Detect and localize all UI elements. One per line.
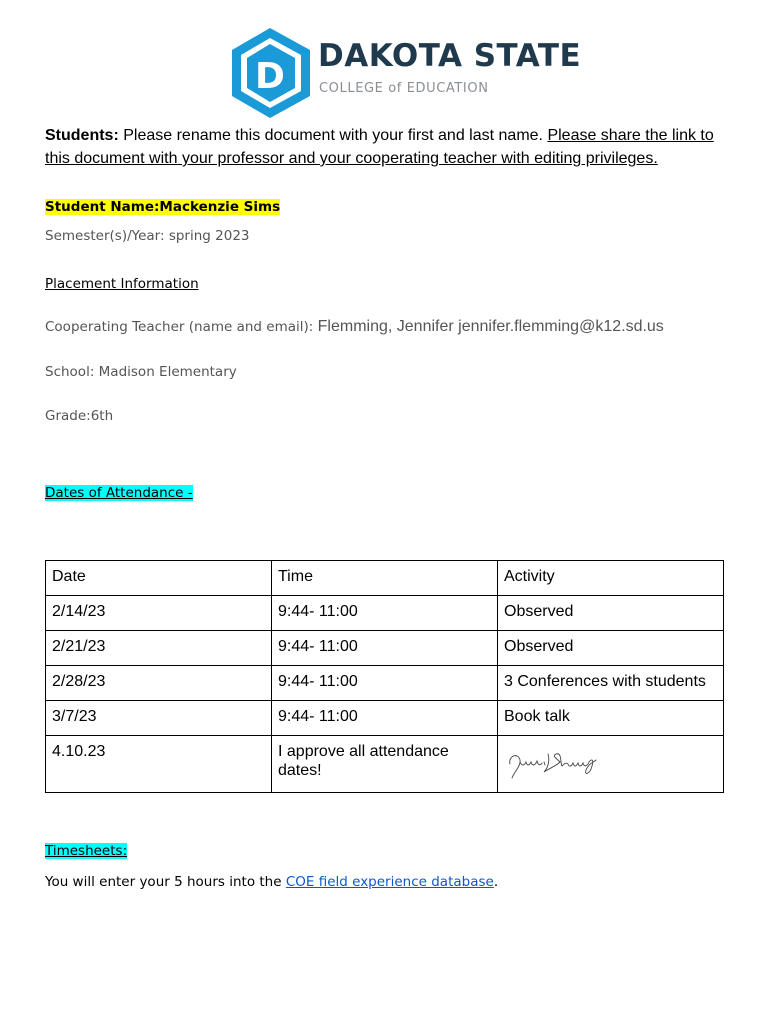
timesheets-period: . — [493, 874, 499, 890]
logo-subtitle: COLLEGE of EDUCATION — [319, 81, 489, 96]
header-activity: Activity — [498, 561, 724, 596]
header-date: Date — [46, 561, 272, 596]
coe-database-link[interactable]: COE field experience database — [285, 874, 494, 890]
logo-monogram: D — [255, 56, 285, 97]
student-name-line — [45, 199, 280, 215]
intro-text: Please rename this document with your first and last name. — [118, 127, 548, 144]
intro-paragraph — [45, 124, 735, 170]
cell-activity: Observed — [498, 596, 724, 631]
cell-time: 9:44- 11:00 — [272, 666, 498, 701]
cooperating-label: Cooperating Teacher (name and email): — [45, 319, 318, 335]
cell-time: 9:44- 11:00 — [272, 596, 498, 631]
intro-label: Students: — [45, 127, 119, 144]
cell-date: 2/21/23 — [46, 631, 272, 666]
handwritten-signature — [504, 742, 600, 782]
cell-time: 9:44- 11:00 — [272, 631, 498, 666]
table-row — [46, 736, 724, 793]
dates-heading-text: Dates of Attendance - — [45, 485, 193, 501]
timesheets-instruction — [45, 874, 498, 890]
semester-line: Semester(s)/Year: spring 2023 — [45, 228, 250, 244]
cell-activity: Book talk — [498, 701, 724, 736]
dates-heading — [45, 485, 193, 501]
attendance-table — [45, 560, 724, 793]
student-name: Student Name:Mackenzie Sims — [45, 199, 281, 215]
timesheets-text: You will enter your 5 hours into the — [45, 874, 286, 890]
table-row — [46, 596, 724, 631]
cell-activity: 3 Conferences with students — [498, 666, 724, 701]
school-line: School: Madison Elementary — [45, 364, 237, 380]
table-row — [46, 701, 724, 736]
cell-date: 2/28/23 — [46, 666, 272, 701]
logo-title: DAKOTA STATE — [318, 38, 582, 74]
cell-time: 9:44- 11:00 — [272, 701, 498, 736]
cell-signature — [498, 736, 724, 793]
table-row — [46, 631, 724, 666]
header-time: Time — [272, 561, 498, 596]
cell-date: 2/14/23 — [46, 596, 272, 631]
grade-line: Grade:6th — [45, 408, 114, 424]
timesheets-heading — [45, 843, 127, 859]
table-row — [46, 666, 724, 701]
cell-date: 4.10.23 — [46, 736, 272, 793]
cell-time: I approve all attendance dates! — [272, 736, 498, 793]
hexagon-d-icon — [228, 24, 318, 120]
placement-heading-text: Placement Information — [45, 276, 199, 292]
cooperating-teacher-line — [45, 318, 664, 336]
cell-activity: Observed — [498, 631, 724, 666]
cell-date: 3/7/23 — [46, 701, 272, 736]
table-header-row — [46, 561, 724, 596]
timesheets-heading-text: Timesheets: — [45, 843, 128, 859]
intro-share-instruction: Please share the link to this document with your professor and your cooperating teacher with editing privileges. — [45, 127, 714, 167]
placement-heading — [45, 276, 199, 292]
cooperating-value: Flemming, Jennifer jennifer.flemming@k12.sd.us — [317, 318, 664, 335]
